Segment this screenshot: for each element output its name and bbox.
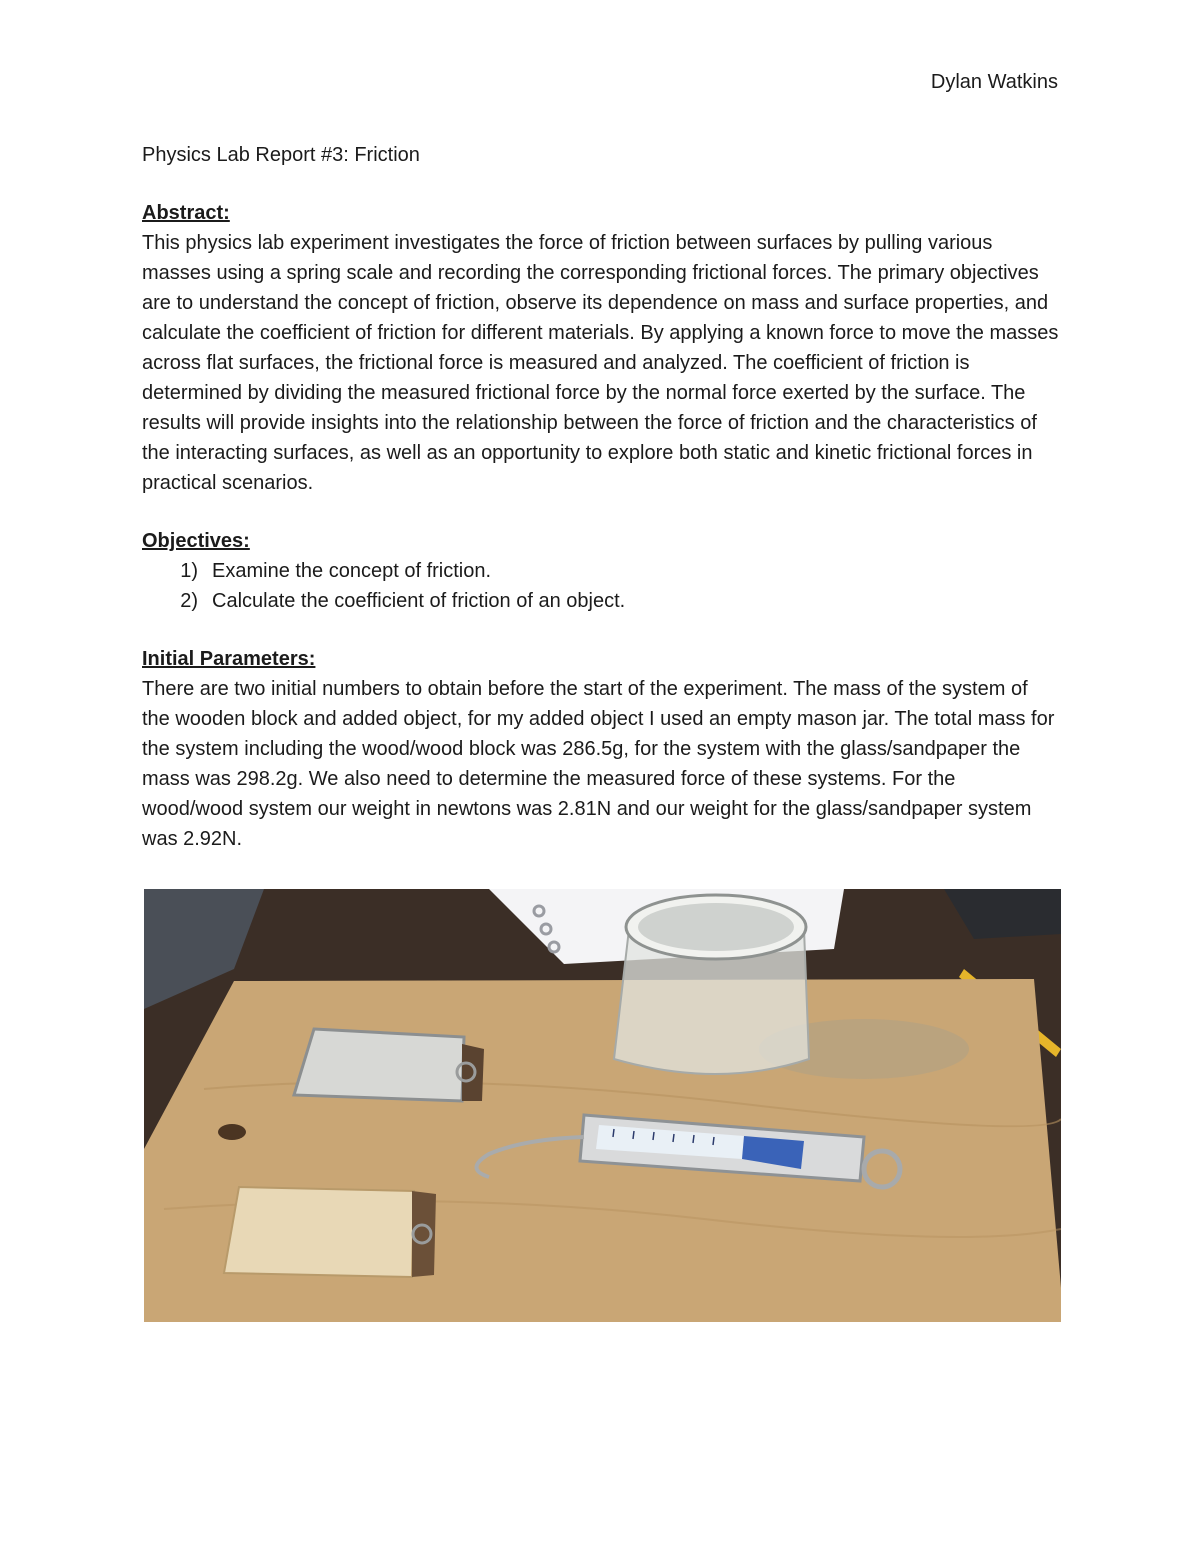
parameters-text: There are two initial numbers to obtain before the start of the experiment. The mass of the system of the wooden block and added object, for my added object I used an empty mason jar. The total mass for the system including the wood/wood block was 286.5g, for the system with the glass/sandpaper the mass was 298.2g. We also need to determine the measured force of these systems. For the wood/wood system our weight in newtons was 2.81N and our weight for the glass/sandpaper system was 2.92N. (142, 678, 1055, 850)
abstract-text: This physics lab experiment investigates the force of friction between surfaces by pulling various masses using a spring scale and recording the corresponding frictional forces. The primary objectives are to understand the concept of friction, observe its dependence on mass and surface properties, and calculate the coefficient of friction for different materials. By applying a known force to move the masses across flat surfaces, the frictional force is measured and analyzed. The coefficient of friction is determined by dividing the measured frictional force by the normal force exerted by the surface. The results will provide insights into the relationship between the force of friction and the characteristics of the interacting surfaces, as well as an opportunity to explore both static and kinetic frictional forces in practical scenarios. (142, 232, 1059, 494)
list-item-text: Calculate the coefficient of friction of an object. (212, 590, 626, 612)
experiment-photo (144, 889, 1061, 1322)
abstract-section (142, 198, 1060, 498)
list-item-text: Examine the concept of friction. (212, 560, 492, 582)
report-title: Physics Lab Report #3: Friction (142, 144, 420, 166)
glass-block-end (462, 1044, 484, 1101)
wood-block (224, 1187, 414, 1277)
list-item-number: 1) (180, 560, 198, 582)
objectives-section (142, 526, 1060, 616)
abstract-heading: Abstract: (142, 202, 230, 224)
list-item-number: 2) (180, 590, 198, 612)
parameters-section (142, 644, 1060, 854)
objectives-list (142, 556, 1060, 616)
mason-jar-opening (638, 903, 794, 951)
wood-knot (218, 1124, 246, 1140)
glass-block (294, 1029, 464, 1101)
report-body (142, 140, 1060, 854)
experiment-photo-illustration (144, 889, 1061, 1322)
list-item (142, 586, 1060, 616)
parameters-heading: Initial Parameters: (142, 648, 316, 670)
author-name: Dylan Watkins (930, 71, 1058, 93)
objectives-heading: Objectives: (142, 530, 250, 552)
list-item (142, 556, 1060, 586)
